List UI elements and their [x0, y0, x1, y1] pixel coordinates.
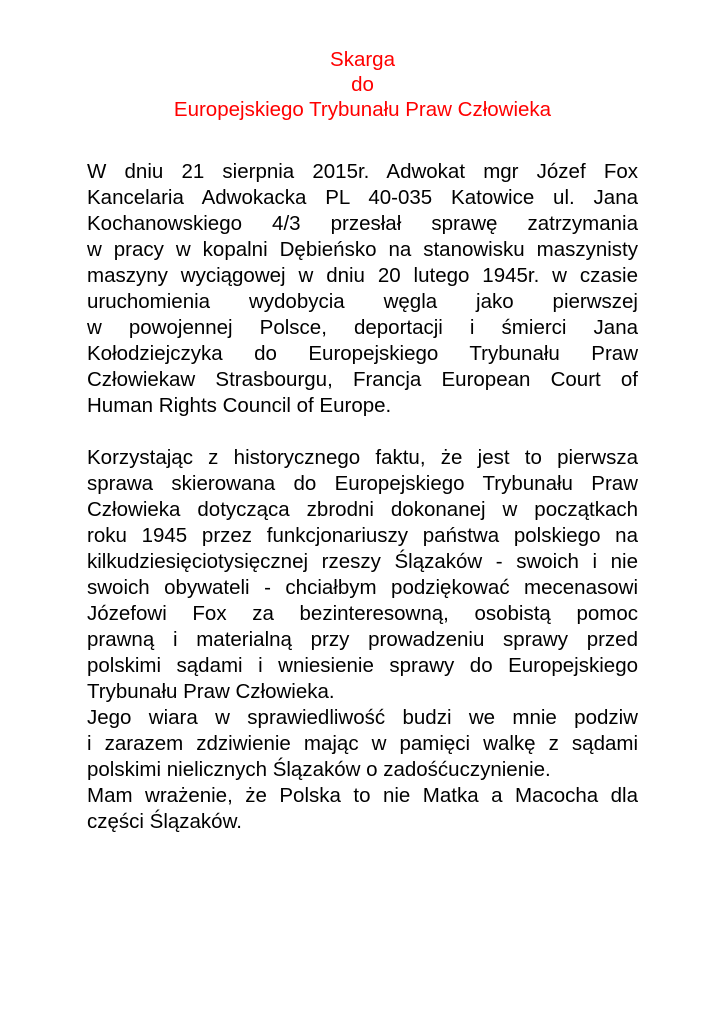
text-line: roku 1945 przez funkcjonariuszy państwa polskiego na — [87, 524, 638, 547]
text-line: polskimi sądami i wniesienie sprawy do Europejskiego — [87, 654, 638, 677]
text-line: Józefowi Fox za bezinteresowną, osobistą pomoc — [87, 602, 638, 625]
paragraph-gap — [87, 419, 638, 445]
text-line: W dniu 21 sierpnia 2015r. Adwokat mgr Józef Fox — [87, 160, 638, 183]
text-line: polskimi nielicznych Ślązaków o zadośćuczynienie. — [87, 758, 551, 781]
text-line: prawną i materialną przy prowadzeniu sprawy przed — [87, 628, 638, 651]
text-line: Human Rights Council of Europe. — [87, 394, 392, 417]
text-line: swoich obywateli - chciałbym podziękować mecenasowi — [87, 576, 638, 599]
title-line-2: do — [351, 73, 374, 96]
text-line: Korzystając z historycznego faktu, że jest to pierwsza — [87, 446, 638, 469]
text-line: Człowiekaw Strasbourgu, Francja European Court of — [87, 368, 638, 391]
paragraph-1 — [87, 159, 638, 419]
title-line-3: Europejskiego Trybunału Praw Człowieka — [173, 98, 552, 121]
paragraph-2 — [87, 445, 638, 705]
text-line: Człowieka dotycząca zbrodni dokonanej w początkach — [87, 498, 638, 521]
title-line-1: Skarga — [330, 48, 395, 71]
text-line: Mam wrażenie, że Polska to nie Matka a Macocha dla — [87, 784, 638, 807]
text-line: Kołodziejczyka do Europejskiego Trybunału Praw — [87, 342, 638, 365]
paragraph-3 — [87, 705, 638, 783]
document-body — [87, 159, 638, 835]
paragraph-4 — [87, 783, 638, 835]
text-line: kilkudziesięciotysięcznej rzeszy Ślązaków - swoich i nie — [87, 550, 638, 573]
text-line: Trybunału Praw Człowieka. — [87, 680, 335, 703]
text-line: części Ślązaków. — [87, 810, 242, 833]
text-line: uruchomienia wydobycia węgla jako pierwszej — [87, 290, 638, 313]
text-line: maszyny wyciągowej w dniu 20 lutego 1945r. w czasie — [87, 264, 638, 287]
text-line: Kochanowskiego 4/3 przesłał sprawę zatrzymania — [87, 212, 638, 235]
document-title — [0, 47, 725, 122]
text-line: sprawa skierowana do Europejskiego Trybunału Praw — [87, 472, 638, 495]
text-line: Kancelaria Adwokacka PL 40-035 Katowice ul. Jana — [87, 186, 638, 209]
text-line: i zarazem zdziwienie mając w pamięci walkę z sądami — [87, 732, 638, 755]
text-line: w powojennej Polsce, deportacji i śmierci Jana — [87, 316, 638, 339]
text-line: w pracy w kopalni Dębieńsko na stanowisku maszynisty — [87, 238, 638, 261]
text-line: Jego wiara w sprawiedliwość budzi we mnie podziw — [87, 706, 638, 729]
